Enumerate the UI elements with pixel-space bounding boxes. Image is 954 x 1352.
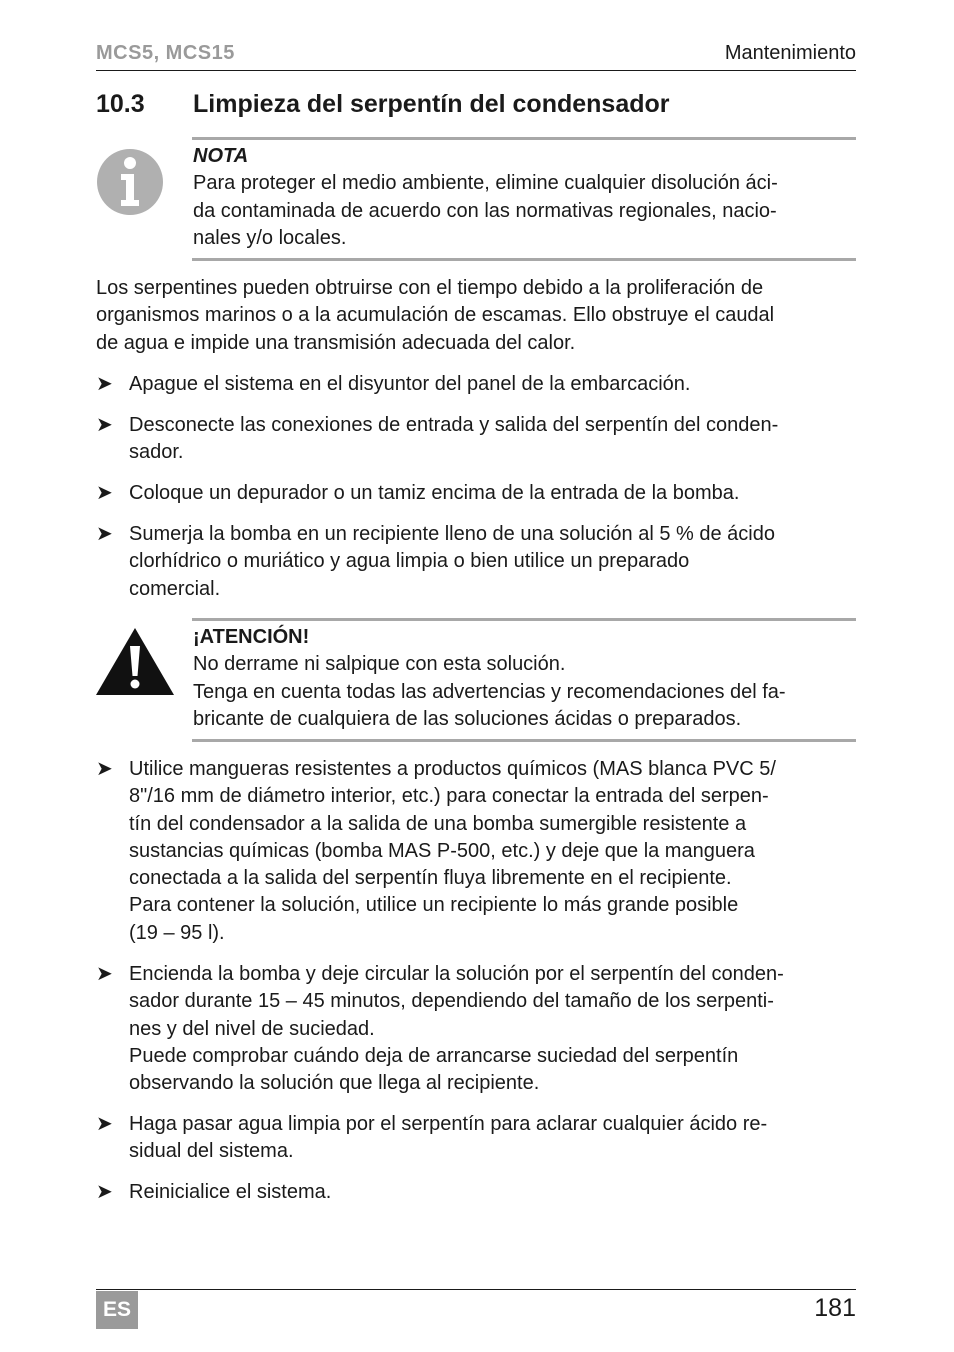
step-line: Desconecte las conexiones de entrada y salida del serpentín del conden- (129, 414, 779, 436)
arrow-bullet-icon: ➤ (96, 373, 113, 395)
step-item (96, 961, 856, 1097)
step-line: observando la solución que llega al recipiente. (129, 1072, 540, 1095)
header-divider (96, 70, 856, 71)
step-line: Reinicialice el sistema. (129, 1181, 332, 1203)
arrow-bullet-icon: ➤ (96, 414, 113, 436)
step-item (96, 412, 856, 467)
step-line: nes y del nivel de suciedad. (129, 1017, 375, 1040)
intro-line: organismos marinos o a la acumulación de escamas. Ello obstruye el caudal (96, 304, 775, 327)
step-item (96, 521, 856, 603)
warning-line: Tenga en cuenta todas las advertencias y recomendaciones del fa- (193, 680, 786, 703)
step-line: Sumerja la bomba en un recipiente lleno de una solución al 5 % de ácido (129, 523, 775, 545)
step-line: Puede comprobar cuándo deja de arrancarse suciedad del serpentín (129, 1044, 739, 1067)
step-line: (19 – 95 l). (129, 921, 225, 944)
language-badge: ES (96, 1291, 138, 1329)
step-item (96, 480, 856, 507)
arrow-bullet-icon: ➤ (96, 482, 113, 504)
step-item (96, 1111, 856, 1166)
step-line: sustancias químicas (bomba MAS P-500, etc.) y deje que la manguera (129, 839, 755, 862)
footer-divider (96, 1289, 856, 1290)
step-line: sador durante 15 – 45 minutos, dependiendo del tamaño de los serpenti- (129, 990, 774, 1013)
arrow-bullet-icon: ➤ (96, 963, 113, 985)
section-number: 10.3 (96, 90, 145, 118)
note-line: da contaminada de acuerdo con las normativas regionales, nacio- (193, 199, 777, 222)
arrow-bullet-icon: ➤ (96, 523, 113, 545)
header-chapter: Mantenimiento (724, 42, 856, 64)
note-top-rule (192, 137, 856, 140)
intro-line: de agua e impide una transmisión adecuada del calor. (96, 331, 576, 354)
section-title: Limpieza del serpentín del condensador (193, 90, 670, 118)
arrow-bullet-icon: ➤ (96, 758, 113, 780)
step-line: tín del condensador a la salida de una bomba sumergible resistente a (129, 812, 747, 835)
step-line: Encienda la bomba y deje circular la solución por el serpentín del conden- (129, 963, 784, 985)
step-line: Apague el sistema en el disyuntor del panel de la embarcación. (129, 373, 691, 395)
header-model: MCS5, MCS15 (96, 42, 235, 64)
arrow-bullet-icon: ➤ (96, 1113, 113, 1135)
note-bottom-rule (192, 258, 856, 261)
step-line: Para contener la solución, utilice un recipiente lo más grande posible (129, 894, 739, 917)
step-item (96, 371, 856, 398)
step-line: sidual del sistema. (129, 1140, 294, 1163)
warning-line: bricante de cualquiera de las soluciones ácidas o preparados. (193, 707, 742, 730)
step-line: Utilice mangueras resistentes a productos químicos (MAS blanca PVC 5/ (129, 758, 776, 780)
intro-line: Los serpentines pueden obtruirse con el tiempo debido a la proliferación de (96, 277, 764, 299)
warning-box (193, 624, 857, 733)
step-line: comercial. (129, 577, 221, 600)
step-line: sador. (129, 441, 184, 464)
warning-title: ¡ATENCIÓN! (193, 626, 310, 648)
step-line: Haga pasar agua limpia por el serpentín para aclarar cualquier ácido re- (129, 1113, 768, 1135)
note-title: NOTA (193, 145, 249, 167)
note-box (193, 143, 857, 252)
info-icon (96, 148, 164, 216)
intro-paragraph (96, 275, 856, 357)
warning-bottom-rule (192, 739, 856, 742)
note-line: Para proteger el medio ambiente, elimine cualquier disolución áci- (193, 172, 778, 195)
note-line: nales y/o locales. (193, 226, 347, 249)
step-item (96, 1179, 856, 1206)
step-line: Coloque un depurador o un tamiz encima de la entrada de la bomba. (129, 482, 740, 504)
arrow-bullet-icon: ➤ (96, 1181, 113, 1203)
warning-top-rule (192, 618, 856, 621)
page-number: 181 (814, 1294, 856, 1322)
step-line: clorhídrico o muriático y agua limpia o bien utilice un preparado (129, 550, 690, 573)
step-line: 8"/16 mm de diámetro interior, etc.) para conectar la entrada del serpen- (129, 785, 769, 808)
warning-triangle-icon (95, 626, 175, 696)
step-line: conectada a la salida del serpentín fluya libremente en el recipiente. (129, 867, 732, 890)
warning-line: No derrame ni salpique con esta solución. (193, 653, 566, 676)
step-item (96, 756, 856, 947)
